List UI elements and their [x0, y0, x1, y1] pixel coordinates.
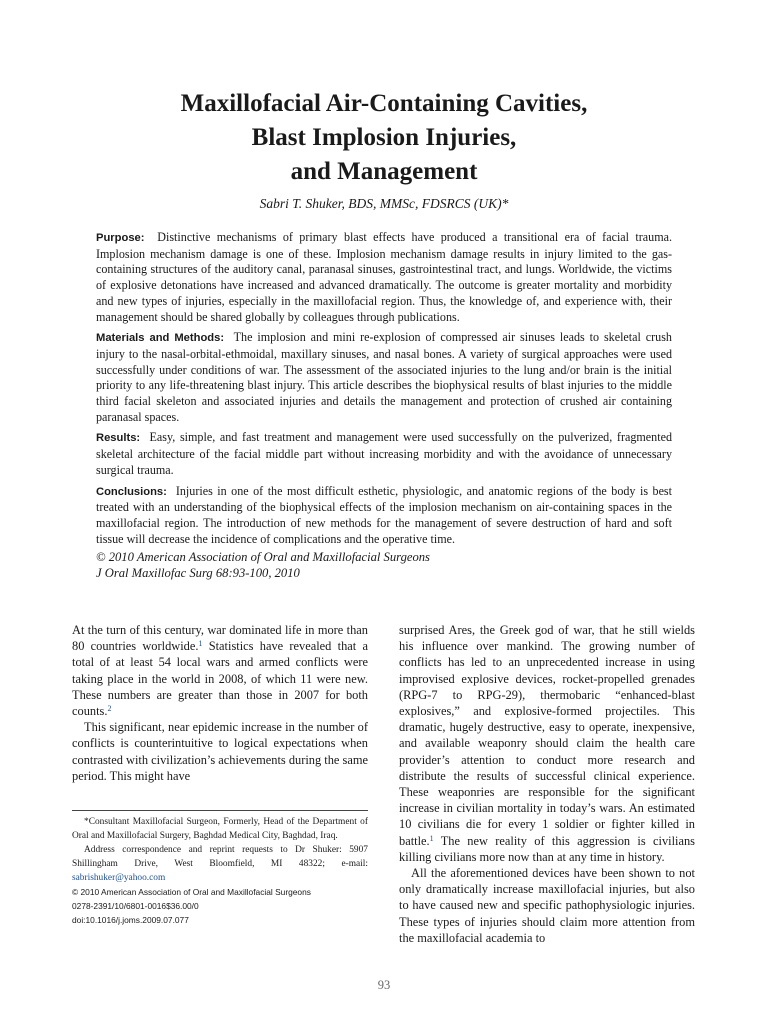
author-line: Sabri T. Shuker, BDS, MMSc, FDSRCS (UK)*	[259, 196, 509, 211]
abstract-citation: J Oral Maxillofac Surg 68:93-100, 2010	[96, 566, 300, 581]
body-text: The new reality of this aggression is civilians killing civilians more now than at any time in history.	[399, 833, 695, 864]
purpose-text: Distinctive mechanisms of primary blast effects have produced a transitional era of facial trauma. Implosion mechanism damage is one of these. Implosion mechanism damage results in injury limited to the gas-containing structures of the auditory canal, paranasal sinuses, gastrointestinal tract, and lungs. Worldwide, the victims of explosive detonations have increased and advanced dramatically. The outcome is greater mortality and morbidity and new types of injuries, especially in the maxillofacial region. Thus, the knowledge of, and experience with, their management should be shared globally by colleagues through publications.	[96, 230, 673, 324]
footnote-affiliation: *Consultant Maxillofacial Surgeon, Formerly, Head of the Department of Oral and Maxillofacial Surgery, Baghdad Medical City, Baghdad, Iraq.	[72, 817, 368, 841]
abstract-methods	[96, 330, 672, 425]
reference-link[interactable]: 1	[198, 639, 203, 649]
methods-label: Materials and Methods:	[96, 332, 225, 345]
article-title	[60, 87, 708, 189]
abstract-copyright-block	[96, 549, 672, 581]
title-line: Maxillofacial Air-Containing Cavities,	[180, 90, 588, 117]
body-paragraph	[399, 622, 695, 865]
abstract-conclusions	[96, 484, 672, 548]
results-text: Easy, simple, and fast treatment and management were used successfully on the pulverized, fragmented skeletal architecture of the facial middle part without increasing morbidity and with the avoidance of unnecessary surgical trauma.	[96, 430, 673, 477]
body-text: Statistics have revealed that a total of at least 54 local wars and armed conflicts were taking place in the world in 2008, of which 11 were new. These numbers are greater than those in 2007 for both counts.	[72, 639, 368, 719]
footnote-doi: doi:10.1016/j.joms.2009.07.077	[72, 915, 189, 925]
reference-link[interactable]: 1	[429, 833, 434, 843]
conclusions-label: Conclusions:	[96, 485, 167, 498]
footnote-copyright: © 2010 American Association of Oral and Maxillofacial Surgeons	[72, 887, 311, 897]
methods-text: The implosion and mini re-explosion of compressed air sinuses leads to skeletal crush injury to the nasal-orbital-ethmoidal, maxillary sinuses, and nasal bones. A variety of surgical approaches were used successfully under conditions of war. The assessment of the associated injuries to the lung and/or brain is the initial priority to any life-threatening blast injury. This article describes the biophysical results of blast injuries to the middle third facial skeleton and associated injuries and details the management and protection of crushed air containing paranasal spaces.	[96, 330, 672, 424]
body-paragraph: This significant, near epidemic increase in the number of conflicts is counterintuitive to logical expectations when contrasted with civilization’s achievements during the same period. This might have	[72, 720, 368, 783]
body-paragraph: All the aforementioned devices have been shown to not only dramatically increase maxillofacial injuries, but also to have caused new and specific pathophysiologic injuries. These types of injuries should claim more attention from the maxillofacial academia to	[399, 866, 695, 945]
reference-link[interactable]: 2	[107, 704, 112, 714]
footnote-address	[72, 843, 368, 885]
conclusions-text: Injuries in one of the most difficult esthetic, physiologic, and anatomic regions of the body is best treated with an understanding of the biophysical effects of the implosion mechanism on air-containing spaces in the maxillofacial region. The introduction of new methods for the management of severe destruction of hard and soft tissue will decrease the incidence of complications and the operative time.	[96, 483, 672, 546]
title-line: Blast Implosion Injuries,	[251, 124, 517, 151]
title-line: and Management	[290, 158, 478, 185]
body-text: surprised Ares, the Greek god of war, that he still wields his influence over mankind. The growing number of conflicts has led to an unprecedented increase in using improvised explosive devices, rocket-propelled grenades (RPG-7 to RPG-29), thermobaric “enhanced-blast explosives,” and explosive-formed projectiles. This dramatic, hugely destructive, easy to operate, inexpensive, and available weaponry should claim the health care provider’s attention to conduct more research and distribute the results of successful clinical experience. These weaponries are responsible for the significant increase in civilian mortality in today’s wars. An estimated 10 civilians die for every 1 soldier or fighter killed in battle.	[399, 623, 695, 848]
body-text: At the turn of this century, war dominated life in more than 80 countries worldwide.	[72, 623, 368, 654]
abstract-purpose	[96, 230, 672, 325]
address-text: Address correspondence and reprint requests to Dr Shuker: 5907 Shillingham Drive, West Bloomfield, MI 48322; e-mail:	[72, 845, 368, 869]
body-column-left	[72, 622, 368, 784]
abstract-results	[96, 430, 672, 478]
abstract-copyright: © 2010 American Association of Oral and Maxillofacial Surgeons	[96, 550, 430, 565]
results-label: Results:	[96, 432, 141, 445]
body-column-right	[399, 622, 695, 946]
footnote-divider	[72, 810, 368, 811]
purpose-label: Purpose:	[96, 232, 145, 244]
page-number: 93	[377, 978, 391, 992]
footnote-issn: 0278-2391/10/6801-0016$36.00/0	[72, 901, 199, 911]
abstract	[96, 230, 672, 581]
body-paragraph	[72, 622, 368, 719]
email-link[interactable]: sabrishuker@yahoo.com	[72, 873, 166, 883]
footnotes	[72, 815, 368, 927]
